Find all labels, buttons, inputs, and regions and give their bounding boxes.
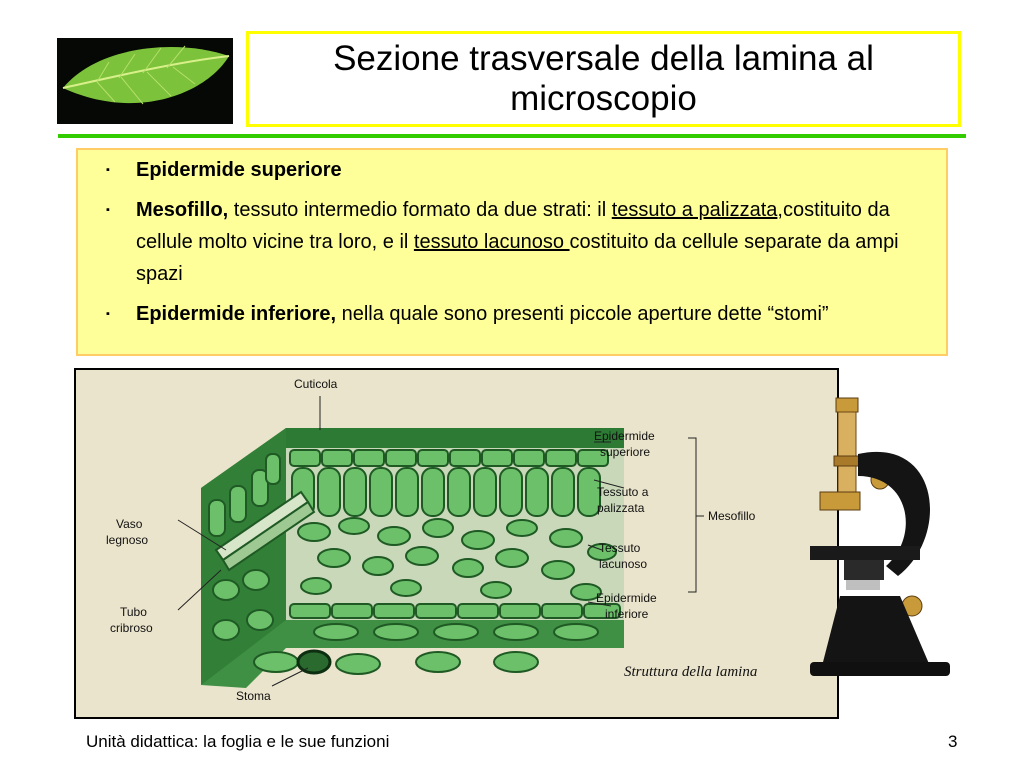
bullet-mesofillo [106,194,924,290]
bullet-text: ,costituito da cellule molto vicine tra loro, e il [136,199,890,253]
label-vaso-1: Vaso [116,517,143,531]
bullet-square-icon: ▪ [106,308,110,320]
label-mesofillo: Mesofillo [708,509,756,523]
title-box [246,31,961,127]
bullet-text: tessuto intermedio formato da due strati: il [228,199,612,221]
bullet-text: costituito da cellule separate da ampi spazi [136,231,899,285]
lower-epidermis [290,604,620,618]
diagram-caption: Struttura della lamina [624,664,758,680]
leaf-section-diagram [74,368,839,719]
underlined-term: tessuto lacunoso [413,231,570,253]
bullet-list [106,154,924,330]
bullet-box [76,148,948,356]
underlined-term: tessuto a palizzata [611,199,778,221]
leaf-photo [57,38,233,124]
bullet-square-icon: ▪ [106,164,110,176]
label-epidermide-superiore-2: superiore [600,445,651,459]
label-cuticola: Cuticola [294,377,338,391]
stoma-shape [298,651,330,673]
bullet-term: Epidermide superiore [136,159,342,181]
label-epidermide-inferiore-2: inferiore [605,607,649,621]
bullet-square-icon: ▪ [106,204,110,216]
bullet-epidermide-inferiore [106,298,924,330]
label-tubo-2: cribroso [110,621,153,635]
bullet-epidermide-superiore [106,154,924,186]
label-epidermide-inferiore-1: Epidermide [596,591,657,605]
bullet-term: Epidermide inferiore, [136,303,337,325]
footer-text: Unità didattica: la foglia e le sue funzioni [86,732,390,751]
page-number: 3 [948,732,958,751]
label-lacunoso-1: Tessuto [599,541,641,555]
label-stoma: Stoma [236,689,271,703]
page-title: Sezione trasversale della lamina al microscopio [333,39,874,118]
bullet-term: Mesofillo, [136,199,229,221]
label-palizzata-1: Tessuto a [597,485,649,499]
title-divider [58,134,966,138]
label-vaso-2: legnoso [106,533,149,547]
label-lacunoso-2: lacunoso [599,557,648,571]
label-tubo-1: Tubo [120,605,147,619]
label-palizzata-2: palizzata [597,501,645,515]
microscope-illustration [800,396,960,686]
bullet-text: nella quale sono presenti piccole aperture dette “stomi” [336,303,829,325]
label-epidermide-superiore-1: Epidermide [594,429,655,443]
